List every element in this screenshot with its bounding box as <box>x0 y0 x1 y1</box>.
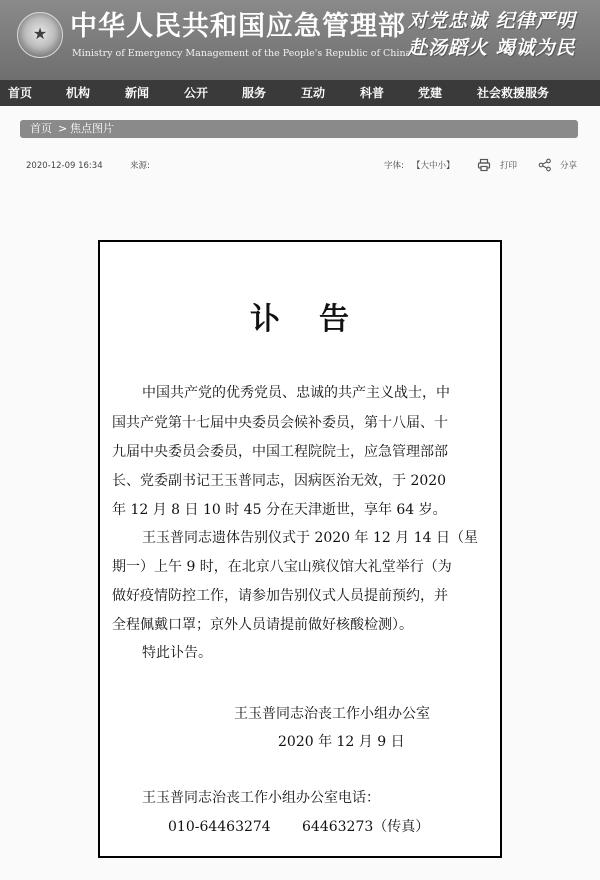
nav-item-public[interactable]: 公开 <box>184 86 209 100</box>
obituary-line: 年 12 月 8 日 10 时 45 分在天津逝世，享年 64 岁。 <box>112 502 447 518</box>
obituary-signature: 王玉普同志治丧工作小组办公室 <box>234 706 430 722</box>
obituary-image <box>98 240 502 858</box>
obituary-fax: 64463273（传真） <box>302 819 430 835</box>
emblem-star-icon: ★ <box>32 24 48 43</box>
obituary-title <box>100 300 500 340</box>
nav-item-news[interactable]: 新闻 <box>125 86 150 100</box>
nav-item-rescue-services[interactable]: 社会救援服务 <box>477 86 550 100</box>
publish-datetime: 2020-12-09 16:34 <box>26 161 103 171</box>
obituary-line: 做好疫情防控工作，请参加告别仪式人员提前预约，并 <box>112 588 448 604</box>
obituary-line: 王玉普同志遗体告别仪式于 2020 年 12 月 14 日（星 <box>142 530 478 546</box>
nav-item-services[interactable]: 服务 <box>242 86 267 100</box>
national-emblem-icon[interactable] <box>17 12 63 58</box>
main-nav <box>0 80 600 106</box>
share-icon[interactable] <box>538 158 552 172</box>
breadcrumb-separator: > <box>58 122 68 135</box>
source-label: 来源: <box>130 161 150 171</box>
slogan-line-1: 对党忠诚 纪律严明 <box>408 10 576 32</box>
font-size-label: 字体: <box>384 161 404 171</box>
obituary-line: 全程佩戴口罩；京外人员请提前做好核酸检测）。 <box>112 617 413 633</box>
site-title[interactable]: 中华人民共和国应急管理部 <box>70 11 406 42</box>
obituary-title-char: 讣 <box>250 302 281 337</box>
site-subtitle: Ministry of Emergency Management of the People's Republic of China <box>72 48 412 59</box>
printer-icon[interactable] <box>477 158 491 172</box>
obituary-contact-label: 王玉普同志治丧工作小组办公室电话： <box>142 790 380 806</box>
breadcrumb <box>20 120 578 138</box>
nav-item-organization[interactable]: 机构 <box>66 86 91 100</box>
share-link[interactable]: 分享 <box>560 161 578 171</box>
obituary-line: 长、党委副书记王玉普同志，因病医治无效，于 2020 <box>112 473 447 489</box>
font-size-options[interactable]: 【大中小】 <box>412 161 455 171</box>
obituary-phone: 010-64463274 <box>168 819 271 835</box>
obituary-line: 期一）上午 9 时，在北京八宝山殡仪馆大礼堂举行（为 <box>112 559 452 575</box>
obituary-line: 中国共产党的优秀党员、忠诚的共产主义战士，中 <box>142 385 450 401</box>
print-link[interactable]: 打印 <box>500 161 518 171</box>
nav-item-science[interactable]: 科普 <box>360 86 385 100</box>
slogan-line-2: 赴汤蹈火 竭诚为民 <box>408 37 576 59</box>
breadcrumb-home-link[interactable]: 首页 <box>30 122 52 135</box>
nav-item-party[interactable]: 党建 <box>418 86 443 100</box>
obituary-line: 特此讣告。 <box>142 645 212 661</box>
obituary-title-char: 告 <box>319 302 350 337</box>
obituary-line: 九届中央委员会委员，中国工程院院士，应急管理部部 <box>112 444 448 460</box>
obituary-line: 国共产党第十七届中央委员会候补委员，第十八届、十 <box>112 415 448 431</box>
nav-item-home[interactable]: 首页 <box>8 86 33 100</box>
breadcrumb-current[interactable]: 焦点图片 <box>70 122 114 135</box>
nav-item-interaction[interactable]: 互动 <box>301 86 326 100</box>
obituary-date: 2020 年 12 月 9 日 <box>278 734 405 750</box>
site-header <box>0 0 600 80</box>
